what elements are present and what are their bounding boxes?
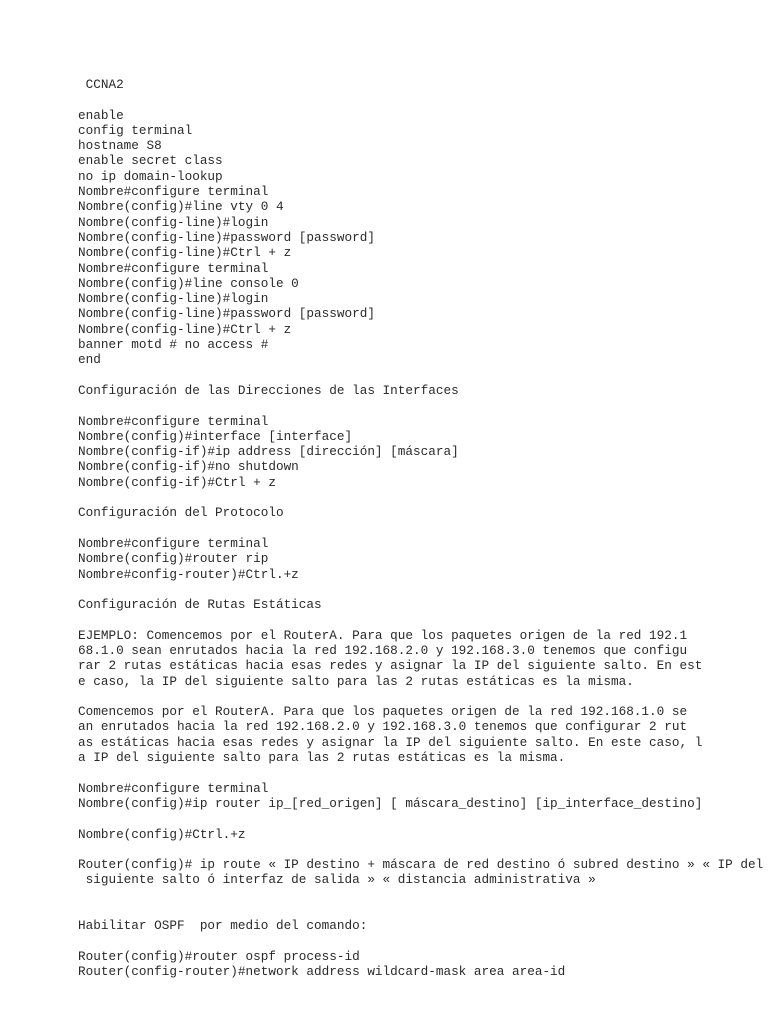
- document-line: [78, 888, 763, 903]
- document-line: Habilitar OSPF por medio del comando:: [78, 918, 368, 934]
- document-line: Nombre(config)#line console 0: [78, 275, 299, 291]
- document-line: [78, 934, 763, 949]
- document-line: siguiente salto ó interfaz de salida » « distancia administrativa »: [78, 872, 596, 888]
- document-line: Configuración del Protocolo: [78, 505, 284, 521]
- document-line: Nombre#config-router)#Ctrl.+z: [78, 566, 299, 582]
- document-line: Nombre(config-if)#Ctrl + z: [78, 474, 276, 490]
- document-line: [78, 368, 763, 383]
- document-line: Nombre(config-if)#no shutdown: [78, 459, 299, 475]
- document-line: Nombre#configure terminal: [78, 535, 269, 551]
- document-line: [78, 811, 763, 826]
- document-line: [78, 398, 763, 413]
- document-line: e caso, la IP del siguiente salto para las 2 rutas estáticas es la misma.: [78, 673, 634, 689]
- document-line: Nombre(config-line)#Ctrl + z: [78, 245, 292, 261]
- document-line: Router(config)# ip route « IP destino + máscara de red destino ó subred destino » « IP del: [78, 857, 764, 873]
- document-line: Nombre(config-line)#password [password]: [78, 229, 375, 245]
- document-line: [78, 490, 763, 505]
- document-line: [78, 903, 763, 918]
- document-line: hostname S8: [78, 138, 162, 154]
- document-line: Nombre(config-line)#password [password]: [78, 306, 375, 322]
- document-line: EJEMPLO: Comencemos por el RouterA. Para que los paquetes origen de la red 192.1: [78, 627, 688, 643]
- document-line: Configuración de las Direcciones de las Interfaces: [78, 382, 459, 398]
- document-line: Nombre#configure terminal: [78, 260, 269, 276]
- document-line: [78, 842, 763, 857]
- document-line: Configuración de Rutas Estáticas: [78, 597, 322, 613]
- document-line: Nombre(config)#router rip: [78, 551, 269, 567]
- document-line: [78, 689, 763, 704]
- document-line: CCNA2: [78, 77, 124, 92]
- document-line: Nombre#configure terminal: [78, 184, 269, 200]
- document-line: [78, 521, 763, 536]
- document-line: Router(config)#router ospf process-id: [78, 948, 360, 964]
- document-line: Nombre#configure terminal: [78, 413, 269, 429]
- document-line: [78, 582, 763, 597]
- document-line: 68.1.0 sean enrutados hacia la red 192.168.2.0 y 192.168.3.0 tenemos que configu: [78, 642, 688, 658]
- document-line: banner motd # no access #: [78, 337, 269, 353]
- document-line: config terminal: [78, 122, 193, 138]
- document-line: Nombre(config-if)#ip address [dirección] [máscara]: [78, 444, 459, 460]
- document-line: a IP del siguiente salto para las 2 rutas estáticas es la misma.: [78, 750, 566, 766]
- document-line: [78, 765, 763, 780]
- document-line: [78, 612, 763, 627]
- document-line: rar 2 rutas estáticas hacia esas redes y asignar la IP del siguiente salto. En est: [78, 658, 703, 674]
- document-line: Nombre(config-line)#Ctrl + z: [78, 321, 292, 337]
- document-text: [78, 77, 763, 980]
- document-line: no ip domain-lookup: [78, 168, 223, 184]
- document-line: Nombre(config)#Ctrl.+z: [78, 826, 246, 842]
- document-line: Nombre(config)#interface [interface]: [78, 428, 353, 444]
- document-line: Nombre(config-line)#login: [78, 291, 269, 307]
- document-line: end: [78, 352, 101, 368]
- document-line: Router(config-router)#network address wildcard-mask area area-id: [78, 964, 566, 980]
- document-line: Nombre(config)#ip router ip_[red_origen] [ máscara_destino] [ip_interface_destino]: [78, 795, 703, 811]
- document-line: enable: [78, 107, 124, 123]
- document-line: Nombre#configure terminal: [78, 780, 269, 796]
- document-line: [78, 92, 763, 107]
- document-line: Nombre(config)#line vty 0 4: [78, 199, 284, 215]
- document-line: as estáticas hacia esas redes y asignar la IP del siguiente salto. En este caso, l: [78, 734, 703, 750]
- document-line: enable secret class: [78, 153, 223, 169]
- document-line: Nombre(config-line)#login: [78, 214, 269, 230]
- document-line: Comencemos por el RouterA. Para que los paquetes origen de la red 192.168.1.0 se: [78, 704, 688, 720]
- document-line: an enrutados hacia la red 192.168.2.0 y 192.168.3.0 tenemos que configurar 2 rut: [78, 719, 688, 735]
